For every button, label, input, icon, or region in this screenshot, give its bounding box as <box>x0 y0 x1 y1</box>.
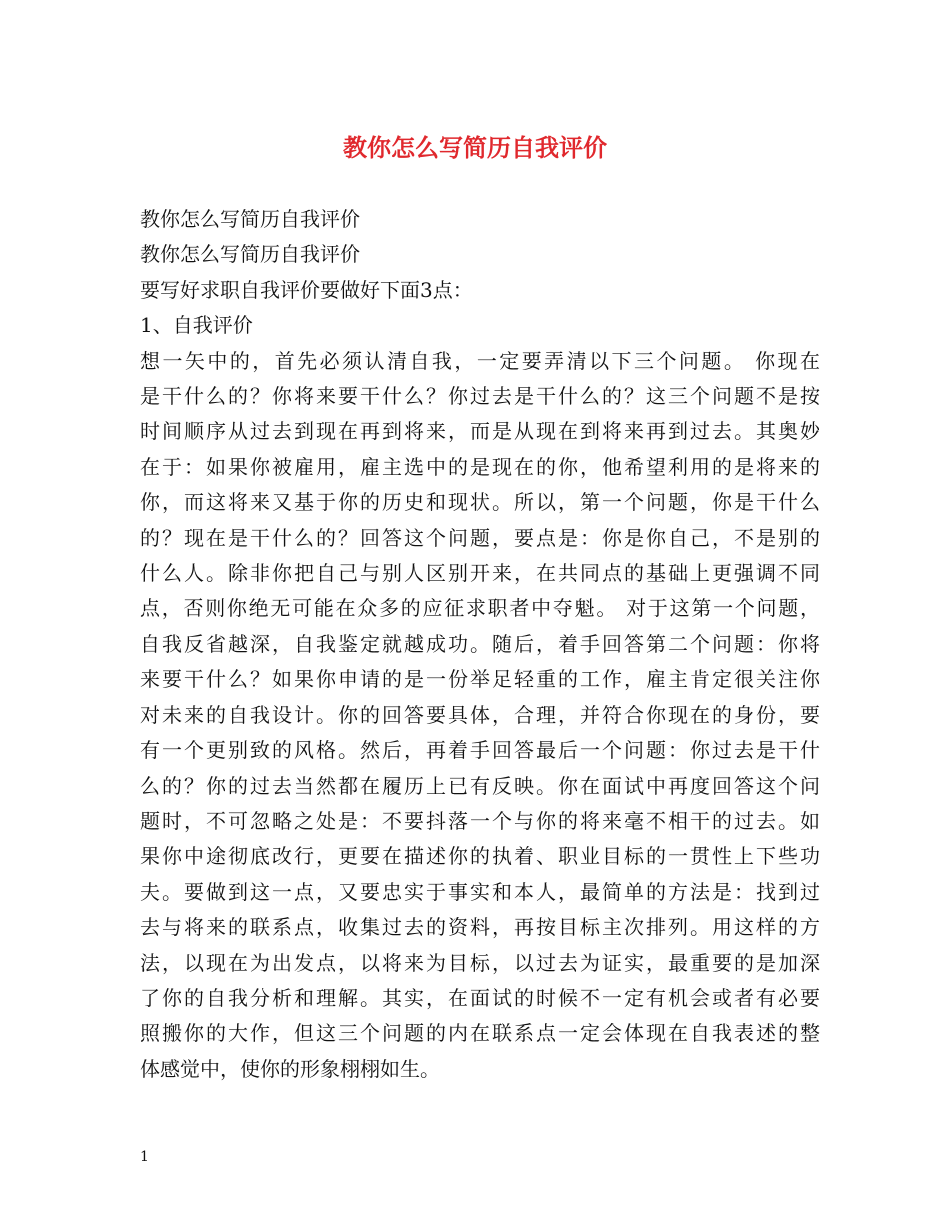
body-line: 夫。要做到这一点，又要忠实于事实和本人，最简单的方法是：找到过 <box>140 879 820 904</box>
body-line: 了你的自我分析和理解。其实，在面试的时候不一定有机会或者有必要 <box>140 985 820 1010</box>
body-line: 在于：如果你被雇用，雇主选中的是现在的你，他希望利用的是将来的 <box>140 454 820 479</box>
body-line: 什么人。除非你把自己与别人区别开来，在共同点的基础上更强调不同 <box>140 561 820 586</box>
body-line: 题时，不可忽略之处是：不要抖落一个与你的将来毫不相干的过去。如 <box>140 808 820 833</box>
body-line: 么的？你的过去当然都在履历上已有反映。你在面试中再度回答这个问 <box>140 773 820 798</box>
body-line: 时间顺序从过去到现在再到将来，而是从现在到将来再到过去。其奥妙 <box>140 419 820 444</box>
body-line: 法，以现在为出发点，以将来为目标，以过去为证实，最重要的是加深 <box>140 950 820 975</box>
body-line: 是干什么的？你将来要干什么？你过去是干什么的？这三个问题不是按 <box>140 384 820 409</box>
document-title: 教你怎么写简历自我评价 <box>343 133 607 162</box>
body-line-last: 体感觉中，使你的形象栩栩如生。 <box>140 1056 440 1081</box>
body-line: 对未来的自我设计。你的回答要具体，合理，并符合你现在的身份，要 <box>140 702 820 727</box>
body-line: 想一矢中的，首先必须认清自我，一定要弄清以下三个问题。 你现在 <box>140 348 820 373</box>
intro-line-1: 教你怎么写简历自我评价 <box>140 207 360 231</box>
body-line: 果你中途彻底改行，更要在描述你的执着、职业目标的一贯性上下些功 <box>140 844 820 869</box>
body-line: 点，否则你绝无可能在众多的应征求职者中夺魁。 对于这第一个问题， <box>140 596 820 621</box>
document-body <box>140 202 820 1087</box>
body-line: 的？现在是干什么的？回答这个问题，要点是：你是你自己，不是别的 <box>140 525 820 550</box>
intro-line-2: 教你怎么写简历自我评价 <box>140 242 360 267</box>
page-number: 1 <box>140 1149 149 1165</box>
body-line: 自我反省越深，自我鉴定就越成功。随后，着手回答第二个问题：你将 <box>140 631 820 656</box>
body-line: 去与将来的联系点，收集过去的资料，再按目标主次排列。用这样的方 <box>140 915 820 940</box>
body-line: 照搬你的大作，但这三个问题的内在联系点一定会体现在自我表述的整 <box>140 1021 820 1046</box>
body-line: 你，而这将来又基于你的历史和现状。所以，第一个问题，你是干什么 <box>140 490 820 515</box>
section-heading: 1、自我评价 <box>140 313 253 338</box>
body-line: 来要干什么？如果你申请的是一份举足轻重的工作，雇主肯定很关注你 <box>140 667 820 692</box>
intro-line-3: 要写好求职自我评价要做好下面3点： <box>140 277 473 302</box>
body-line: 有一个更别致的风格。然后，再着手回答最后一个问题：你过去是干什 <box>140 738 820 763</box>
